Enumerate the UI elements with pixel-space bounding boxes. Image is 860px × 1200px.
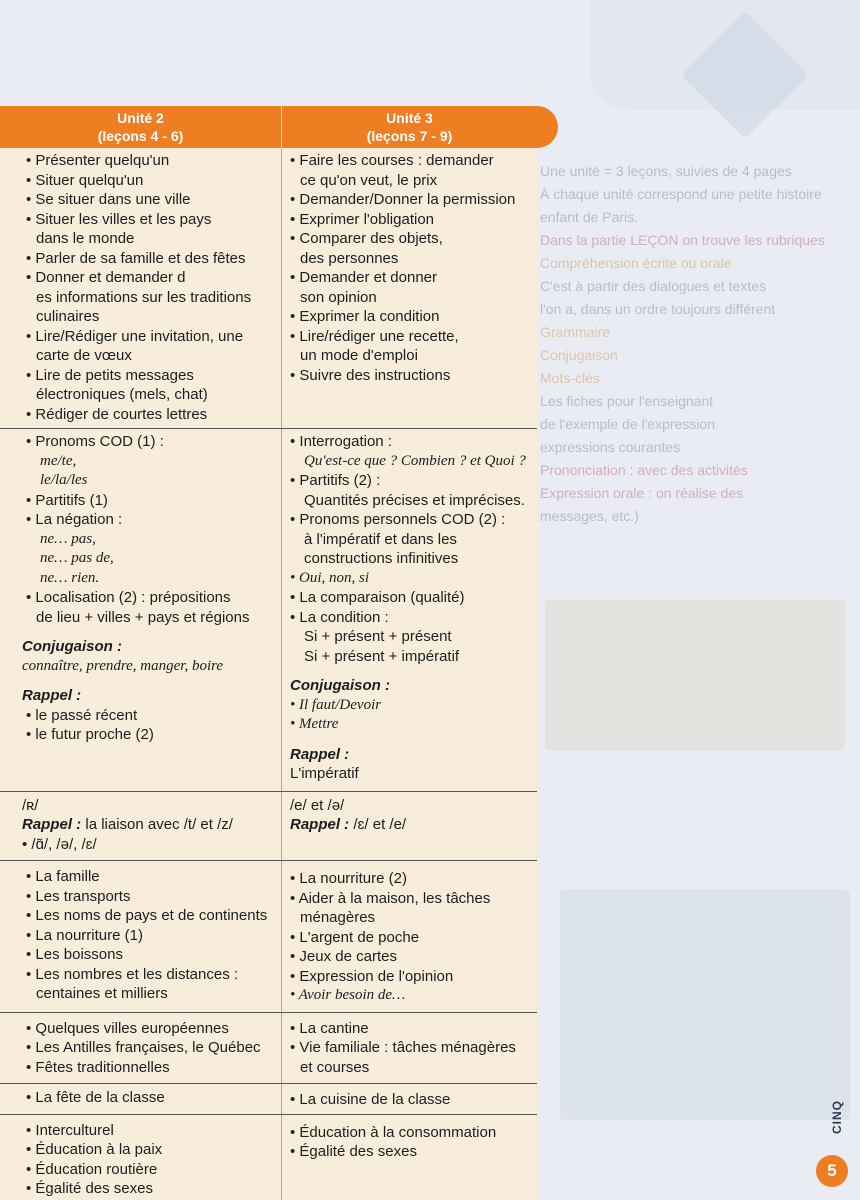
list-item: • L'argent de poche bbox=[290, 928, 531, 948]
list-item: • Comparer des objets, bbox=[290, 229, 531, 249]
list-item: • Oui, non, si bbox=[290, 569, 531, 589]
background-text: Une unité = 3 leçons, suivies de 4 pages À chaque unité correspond une petite histoire enfant de Paris. Dans la partie LEÇON on trouve les rubriques Compréhension écrite ou orale C'est à partir des dialogues et textes l'on a, dans un ordre toujours différent Grammaire Conjugaison Mots-clés Les fiches pour l'enseignant de l'exemple de l'expression expressions courantes Prononciation : avec des activités Expression orale : on réalise des messages, etc.) bbox=[540, 163, 825, 524]
list-item-cont: es informations sur les traditions bbox=[36, 288, 252, 306]
list-item: • Partitifs (1) bbox=[26, 491, 275, 511]
grammar-detail: Si + présent + présent bbox=[304, 628, 452, 645]
list-item: • Expression de l'opinion bbox=[290, 967, 531, 987]
table-row-vocabulary bbox=[0, 861, 537, 1013]
list-item-cont: des personnes bbox=[300, 249, 399, 267]
background-image bbox=[545, 600, 845, 750]
list-item: • Éducation routière bbox=[26, 1160, 275, 1180]
background-image bbox=[560, 890, 850, 1120]
phonetics-unit-3 bbox=[282, 792, 537, 861]
list-item: • Égalité des sexes bbox=[290, 1142, 531, 1162]
list-item: • Partitifs (2) : bbox=[290, 471, 531, 491]
unit-2-title: Unité 2 bbox=[117, 110, 164, 126]
list-item: • Avoir besoin de… bbox=[290, 986, 531, 1006]
rappel-text: L'impératif bbox=[290, 765, 359, 782]
list-item: • Égalité des sexes bbox=[26, 1179, 275, 1199]
list-item: • Les noms de pays et de continents bbox=[26, 906, 275, 926]
project-unit-3 bbox=[282, 1084, 537, 1114]
list-item: • Parler de sa famille et des fêtes bbox=[26, 249, 275, 269]
list-item: • La nourriture (2) bbox=[290, 869, 531, 889]
list-item: • La cuisine de la classe bbox=[290, 1090, 531, 1110]
list-item: • le passé récent bbox=[26, 706, 275, 726]
civilisation-unit-3 bbox=[282, 1013, 537, 1084]
list-item: • La condition : bbox=[290, 608, 531, 628]
table-row-project bbox=[0, 1084, 537, 1115]
list-item: • Faire les courses : demander bbox=[290, 151, 531, 171]
list-item: • Mettre bbox=[290, 715, 531, 735]
phonetics-rappel bbox=[290, 815, 531, 835]
list-item: • Situer les villes et les pays bbox=[26, 210, 275, 230]
header-unit-3 bbox=[282, 106, 537, 148]
list-item-cont: son opinion bbox=[300, 288, 377, 306]
phonetics-line: /e/ et /ə/ bbox=[290, 796, 345, 814]
phonetics-rappel bbox=[22, 815, 275, 835]
list-item: • Fêtes traditionnelles bbox=[26, 1058, 275, 1078]
list-item: • La cantine bbox=[290, 1019, 531, 1039]
list-item-cont: un mode d'emploi bbox=[300, 347, 418, 364]
unit-3-lessons: (leçons 7 - 9) bbox=[366, 128, 453, 144]
list-item: • Situer quelqu'un bbox=[26, 171, 275, 191]
phonetics-unit-2 bbox=[0, 792, 282, 861]
list-item: • Localisation (2) : prépositions bbox=[26, 588, 275, 608]
grammar-detail: constructions infinitives bbox=[304, 550, 459, 567]
list-item-cont: ce qu'on veut, le prix bbox=[300, 171, 438, 189]
grammar-detail: à l'impératif et dans les bbox=[304, 530, 457, 548]
unit-3-title: Unité 3 bbox=[386, 110, 433, 126]
list-item: • Éducation à la consommation bbox=[290, 1123, 531, 1143]
grammar-unit-2 bbox=[0, 429, 282, 791]
list-item: • Pronoms COD (1) : bbox=[26, 432, 275, 452]
education-unit-2 bbox=[0, 1115, 282, 1200]
list-item: • Interrogation : bbox=[290, 432, 531, 452]
objectives-unit-3 bbox=[282, 148, 537, 428]
list-item: • Éducation à la paix bbox=[26, 1140, 275, 1160]
list-item: • Aider à la maison, les tâches bbox=[290, 889, 531, 909]
list-item: • Lire/rédiger une recette, bbox=[290, 327, 531, 347]
grammar-form: ne… pas de, bbox=[40, 550, 114, 566]
vocabulary-unit-3 bbox=[282, 861, 537, 1012]
list-item: • Demander/Donner la permission bbox=[290, 190, 531, 210]
list-item: • Lire de petits messages bbox=[26, 366, 275, 386]
grammar-form: Qu'est-ce que ? Combien ? et Quoi ? bbox=[304, 452, 526, 469]
table-row-objectives bbox=[0, 148, 537, 429]
list-item: • Quelques villes européennes bbox=[26, 1019, 275, 1039]
rappel-label: Rappel : bbox=[22, 816, 82, 833]
grammar-detail: Si + présent + impératif bbox=[304, 647, 460, 665]
list-item: • Suivre des instructions bbox=[290, 366, 531, 386]
conjugaison-heading: Conjugaison : bbox=[290, 677, 390, 694]
page-side-label: CINQ bbox=[830, 1100, 844, 1134]
list-item-cont: centaines et milliers bbox=[36, 985, 168, 1002]
list-item: • Les boissons bbox=[26, 945, 275, 965]
list-item: • Les Antilles françaises, le Québec bbox=[26, 1038, 275, 1058]
grammar-detail: Quantités précises et imprécises. bbox=[304, 491, 525, 509]
list-item: • Pronoms personnels COD (2) : bbox=[290, 510, 531, 530]
list-item: • La famille bbox=[26, 867, 275, 887]
rappel-text: /ɛ/ et /e/ bbox=[349, 816, 407, 833]
list-item: • Exprimer la condition bbox=[290, 307, 531, 327]
list-item: • Vie familiale : tâches ménagères bbox=[290, 1038, 531, 1058]
list-item: • Lire/Rédiger une invitation, une bbox=[26, 327, 275, 347]
civilisation-unit-2 bbox=[0, 1013, 282, 1084]
list-item-cont: ménagères bbox=[300, 909, 376, 926]
phonetics-line: /ʀ/ bbox=[22, 796, 39, 814]
unit-2-lessons: (leçons 4 - 6) bbox=[97, 128, 184, 144]
grammar-form: ne… rien. bbox=[40, 569, 100, 586]
rappel-label: Rappel : bbox=[290, 816, 350, 833]
objectives-unit-2 bbox=[0, 148, 282, 428]
vocabulary-unit-2 bbox=[0, 861, 282, 1012]
list-item-cont: de lieu + villes + pays et régions bbox=[36, 608, 250, 626]
list-item: • le futur proche (2) bbox=[26, 725, 275, 745]
project-unit-2 bbox=[0, 1084, 282, 1114]
curriculum-table bbox=[0, 106, 558, 1200]
list-item: • Exprimer l'obligation bbox=[290, 210, 531, 230]
list-item: • La comparaison (qualité) bbox=[290, 588, 531, 608]
conjugaison-heading: Conjugaison : bbox=[22, 638, 122, 655]
list-item-cont: électroniques (mels, chat) bbox=[36, 386, 208, 403]
list-item: • Rédiger de courtes lettres bbox=[26, 405, 275, 425]
list-item: • Présenter quelqu'un bbox=[26, 151, 275, 171]
list-item: • Se situer dans une ville bbox=[26, 190, 275, 210]
table-row-phonetics bbox=[0, 792, 537, 862]
grammar-unit-3 bbox=[282, 429, 537, 791]
rappel-heading: Rappel : bbox=[290, 745, 350, 763]
list-item: • Donner et demander d bbox=[26, 268, 275, 288]
list-item: • La négation : bbox=[26, 510, 275, 530]
list-item: • /ɑ̃/, /ə/, /ɛ/ bbox=[22, 835, 275, 855]
list-item: • Les nombres et les distances : bbox=[26, 965, 275, 985]
list-item-cont: carte de vœux bbox=[36, 347, 132, 364]
table-row-education bbox=[0, 1115, 537, 1200]
table-body bbox=[0, 148, 537, 1200]
education-unit-3 bbox=[282, 1115, 537, 1200]
list-item: • Interculturel bbox=[26, 1121, 275, 1141]
table-header bbox=[0, 106, 558, 148]
rappel-text: la liaison avec /t/ et /z/ bbox=[81, 816, 233, 833]
list-item: • La fête de la classe bbox=[26, 1088, 275, 1108]
list-item-cont: et courses bbox=[300, 1058, 370, 1076]
grammar-form: le/la/les bbox=[40, 472, 88, 488]
list-item: • Jeux de cartes bbox=[290, 947, 531, 967]
rappel-heading: Rappel : bbox=[22, 687, 82, 704]
list-item: • La nourriture (1) bbox=[26, 926, 275, 946]
list-item: • Il faut/Devoir bbox=[290, 696, 531, 716]
grammar-form: ne… pas, bbox=[40, 530, 96, 547]
table-row-civilisation bbox=[0, 1013, 537, 1085]
grammar-form: me/te, bbox=[40, 452, 77, 469]
page-number: 5 bbox=[816, 1155, 848, 1187]
list-item-cont: culinaires bbox=[36, 308, 100, 325]
header-unit-2 bbox=[0, 106, 282, 148]
list-item-cont: dans le monde bbox=[36, 230, 135, 247]
table-row-grammar bbox=[0, 429, 537, 792]
list-item: • Demander et donner bbox=[290, 268, 531, 288]
list-item: • Les transports bbox=[26, 887, 275, 907]
conjugaison-verbs: connaître, prendre, manger, boire bbox=[22, 657, 224, 674]
